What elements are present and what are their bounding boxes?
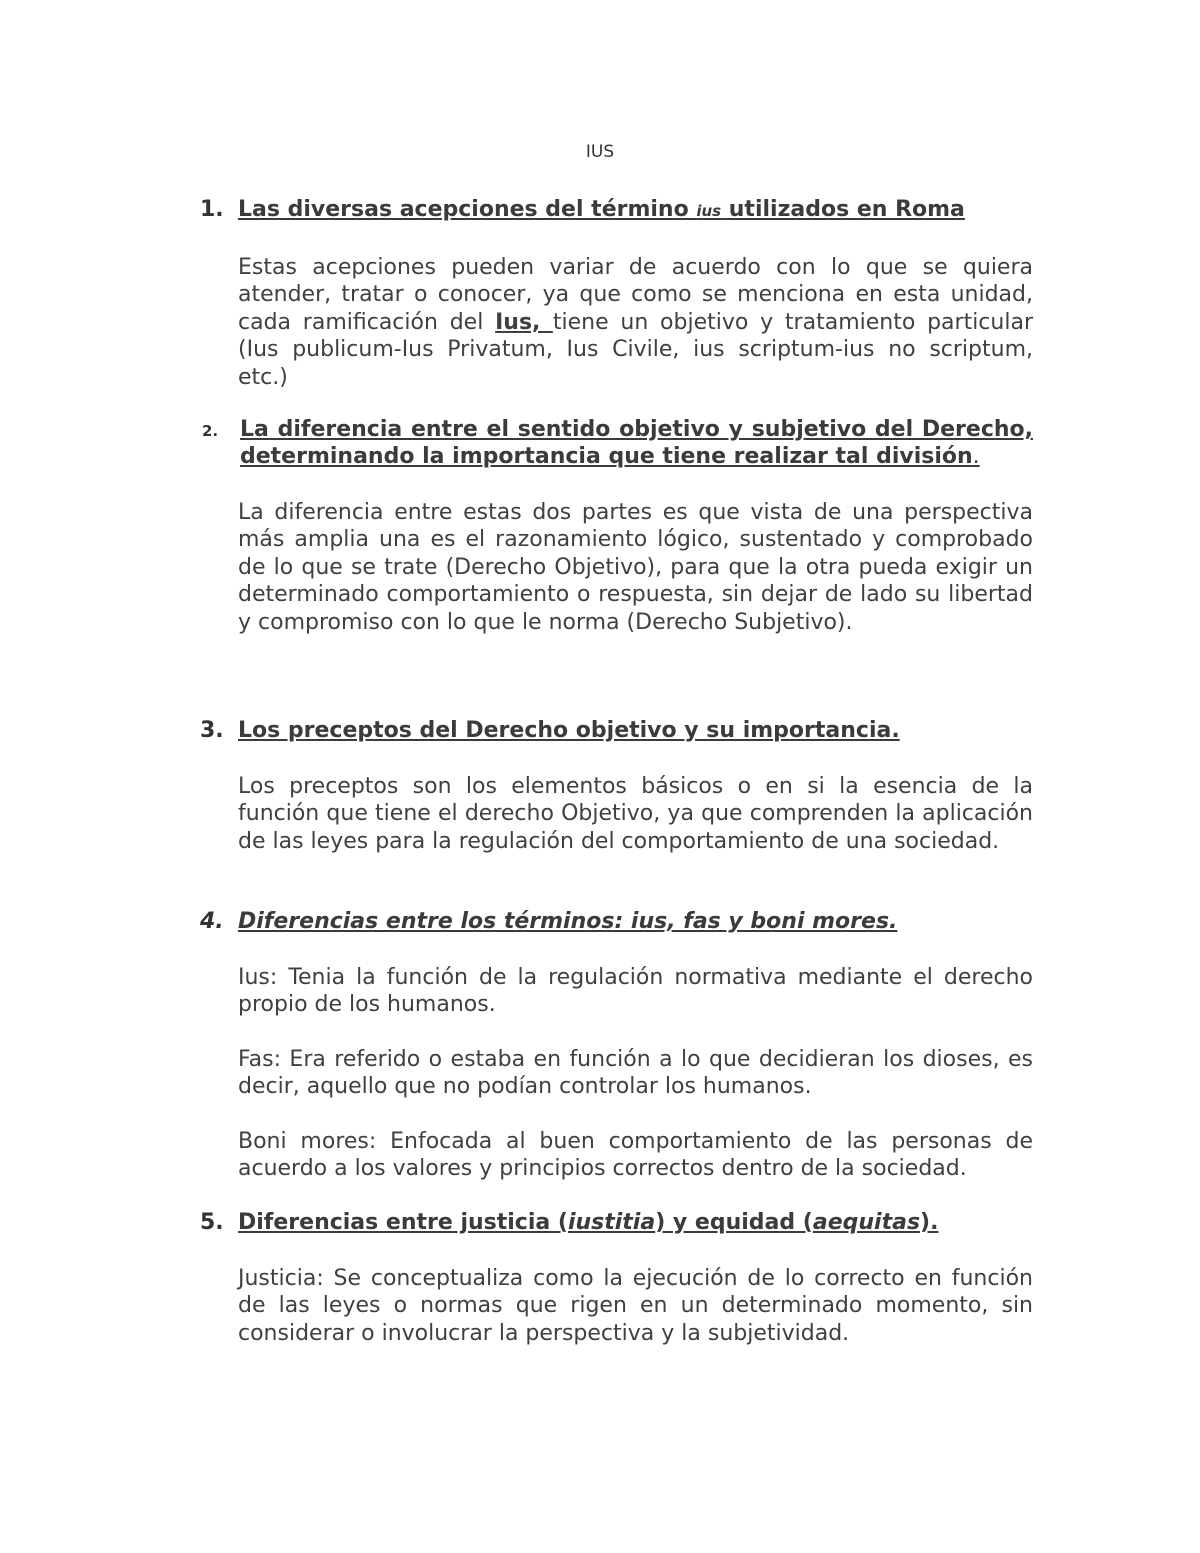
section-heading-row — [200, 196, 1033, 225]
section-paragraph: Justicia: Se conceptualiza como la ejecución de lo correcto en función de las leyes o normas que rigen en un determinado momento, sin considerar o involucrar la perspectiva y la subjetividad. — [238, 1266, 1033, 1346]
section-3 — [200, 717, 1033, 855]
section-2 — [200, 416, 1033, 636]
heading-text: ) y equidad ( — [655, 1210, 813, 1235]
document-title: IUS — [585, 142, 615, 162]
section-number: 2. — [202, 422, 219, 440]
section-paragraph: La diferencia entre estas dos partes es que vista de una perspectiva más amplia una es el razonamiento lógico, sustentado y comprobado de lo que se trate (Derecho Objetivo), para que la otra pueda exigir un determinado comportamiento o respuesta, sin dejar de lado su libertad y compromiso con lo que le norma (Derecho Subjetivo). — [238, 500, 1033, 635]
section-paragraph: Los preceptos son los elementos básicos o en si la esencia de la función que tiene el derecho Objetivo, ya que comprenden la aplicación de las leyes para la regulación del comportamiento de una sociedad. — [238, 774, 1033, 854]
section-heading — [240, 416, 1033, 470]
heading-text: ). — [920, 1210, 939, 1235]
section-heading-row — [200, 908, 1033, 935]
paragraph-text: tiene un objetivo y tratamiento particular (Ius publicum-Ius Privatum, Ius Civile, ius scriptum-ius no scriptum, etc.) — [238, 309, 1033, 390]
section-heading-row — [200, 416, 1033, 470]
paragraph-term: Ius, — [495, 309, 553, 335]
section-1 — [200, 196, 1033, 391]
paragraph-text: Estas acepciones pueden variar de acuerdo con lo que se quiera atender, tratar o conocer, ya que como se menciona en esta unidad, cada ramificación del — [238, 255, 1033, 335]
section-heading: Los preceptos del Derecho objetivo y su importancia. — [238, 718, 900, 743]
section-number: 5. — [200, 1210, 224, 1235]
section-paragraph: Ius: Tenia la función de la regulación normativa mediante el derecho propio de los humanos. — [238, 965, 1033, 1018]
section-heading-row — [200, 717, 1033, 744]
section-paragraph: Boni mores: Enfocada al buen comportamiento de las personas de acuerdo a los valores y principios correctos dentro de la sociedad. — [238, 1128, 1033, 1182]
heading-term: iustitia — [567, 1210, 656, 1235]
section-heading — [238, 196, 1033, 225]
heading-tail: . — [972, 444, 980, 469]
section-heading-row — [200, 1209, 1033, 1236]
section-number: 4. — [200, 909, 224, 934]
section-paragraph — [238, 254, 1033, 391]
section-5 — [200, 1209, 1033, 1347]
heading-text: Diferencias entre justicia ( — [238, 1210, 568, 1235]
heading-text: La diferencia entre el sentido objetivo y subjetivo del Derecho, determinando la importancia que tiene realizar tal división — [240, 417, 1033, 469]
section-number: 3. — [200, 718, 224, 743]
heading-term: aequitas — [812, 1210, 921, 1235]
heading-text: Las diversas acepciones del término — [238, 197, 697, 222]
section-heading — [238, 1209, 1033, 1236]
section-paragraph: Fas: Era referido o estaba en función a lo que decidieran los dioses, es decir, aquello que no podían controlar los humanos. — [238, 1046, 1033, 1100]
section-heading: Diferencias entre los términos: ius, fas y boni mores. — [238, 909, 898, 934]
section-number: 1. — [200, 197, 224, 222]
heading-text: utilizados en Roma — [721, 197, 965, 222]
section-4 — [200, 908, 1033, 1182]
heading-term: ius — [696, 202, 722, 220]
